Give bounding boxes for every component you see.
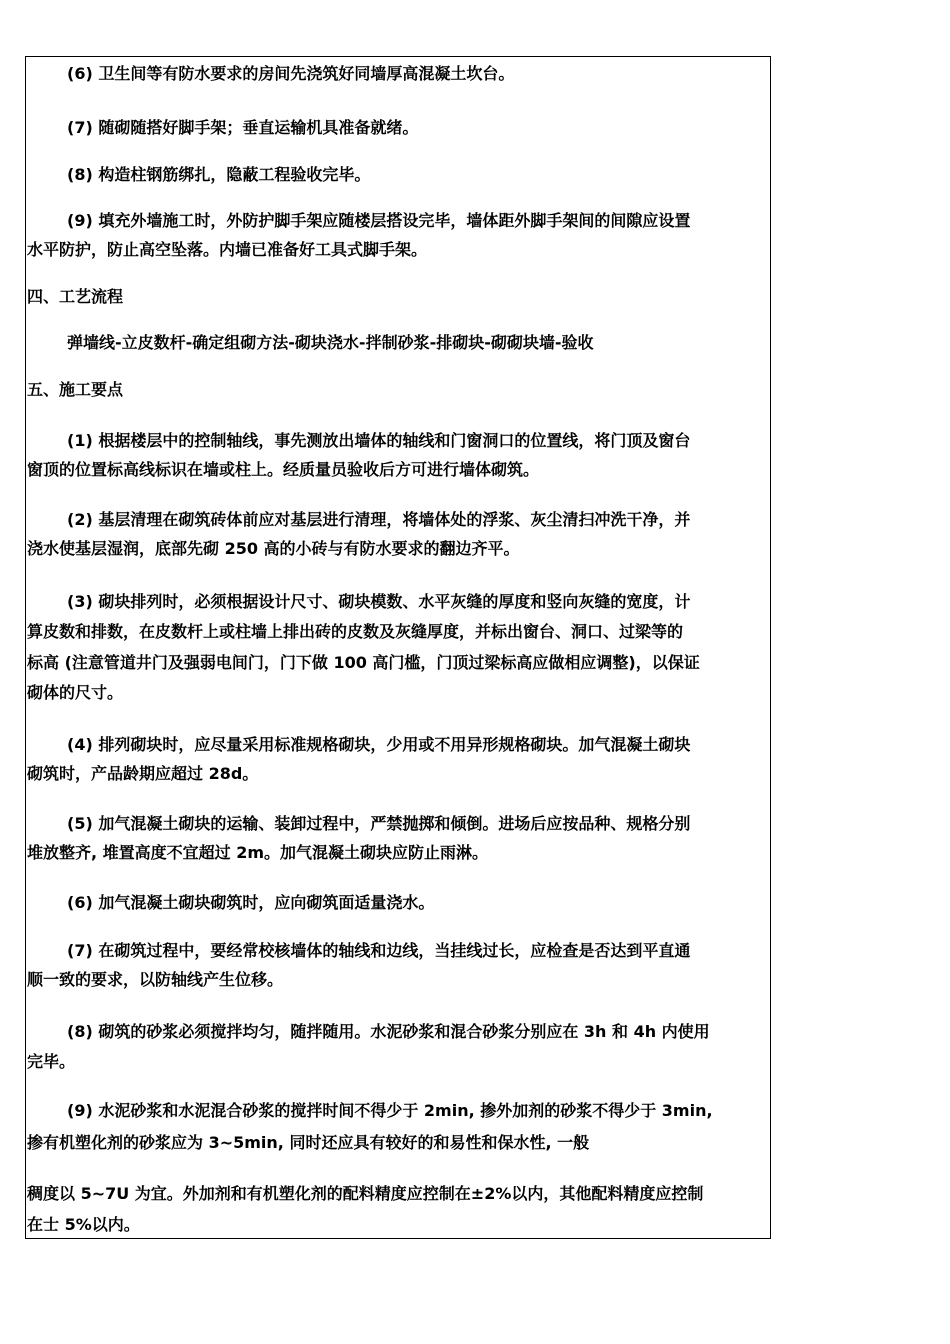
text-line: 窗顶的位置标高线标识在墙或柱上。经质量员验收后方可进行墙体砌筑。	[27, 460, 540, 479]
text-line: 在士 5%以内。	[27, 1215, 140, 1234]
text-line: 水平防护，防止高空坠落。内墙已准备好工具式脚手架。	[27, 240, 428, 259]
section-heading: 五、施工要点	[27, 380, 124, 399]
text-line: 砌体的尺寸。	[27, 683, 124, 702]
text-line: (8) 砌筑的砂浆必须搅拌均匀，随拌随用。水泥砂浆和混合砂浆分别应在 3h 和 4h 内使用	[67, 1022, 710, 1041]
text-line: 顺一致的要求，以防轴线产生位移。	[27, 970, 284, 989]
text-line: 稠度以 5~7U 为宜。外加剂和有机塑化剂的配料精度应控制在±2%以内，其他配料精度应控制	[27, 1184, 704, 1203]
text-line: (9) 填充外墙施工时，外防护脚手架应随楼层搭设完毕，墙体距外脚手架间的间隙应设置	[67, 211, 691, 230]
text-line: (6) 加气混凝土砌块砌筑时，应向砌筑面适量浇水。	[67, 893, 435, 912]
text-line: 浇水使基层湿润，底部先砌 250 高的小砖与有防水要求的翻边齐平。	[27, 539, 520, 558]
text-line: 算皮数和排数，在皮数杆上或柱墙上排出砖的皮数及灰缝厚度，并标出窗台、洞口、过梁等的	[27, 622, 684, 641]
text-line: 掺有机塑化剂的砂浆应为 3~5min, 同时还应具有较好的和易性和保水性, 一般	[27, 1133, 590, 1152]
text-line: (8) 构造柱钢筋绑扎，隐蔽工程验收完毕。	[67, 165, 371, 184]
text-line: (3) 砌块排列时，必须根据设计尺寸、砌块模数、水平灰缝的厚度和竖向灰缝的宽度，计	[67, 592, 691, 611]
text-line: (6) 卫生间等有防水要求的房间先浇筑好同墙厚高混凝土坎台。	[67, 64, 515, 83]
text-line: (5) 加气混凝土砌块的运输、装卸过程中，严禁抛掷和倾倒。进场后应按品种、规格分别	[67, 814, 691, 833]
section-heading: 四、工艺流程	[27, 287, 124, 306]
text-line: (9) 水泥砂浆和水泥混合砂浆的搅拌时间不得少于 2min, 掺外加剂的砂浆不得少于 3min,	[67, 1101, 713, 1120]
text-line: 砌筑时，产品龄期应超过 28d。	[27, 764, 259, 783]
text-line: (2) 基层清理在砌筑砖体前应对基层进行清理，将墙体处的浮浆、灰尘清扫冲洗干净，并	[67, 510, 691, 529]
text-line: (1) 根据楼层中的控制轴线，事先测放出墙体的轴线和门窗洞口的位置线，将门顶及窗台	[67, 431, 691, 450]
text-line: 标高 (注意管道井门及强弱电间门，门下做 100 高门槛，门顶过梁标高应做相应调整)，以保证	[27, 653, 700, 672]
text-line: (4) 排列砌块时，应尽量采用标准规格砌块，少用或不用异形规格砌块。加气混凝土砌块	[67, 735, 691, 754]
text-line: 弹墙线-立皮数杆-确定组砌方法-砌块浇水-拌制砂浆-排砌块-砌砌块墙-验收	[67, 333, 594, 352]
text-line: (7) 在砌筑过程中，要经常校核墙体的轴线和边线，当挂线过长，应检查是否达到平直通	[67, 941, 691, 960]
text-line: 堆放整齐, 堆置高度不宜超过 2m。加气混凝土砌块应防止雨淋。	[27, 843, 489, 862]
text-line: 完毕。	[27, 1052, 76, 1071]
text-line: (7) 随砌随搭好脚手架；垂直运输机具准备就绪。	[67, 118, 419, 137]
